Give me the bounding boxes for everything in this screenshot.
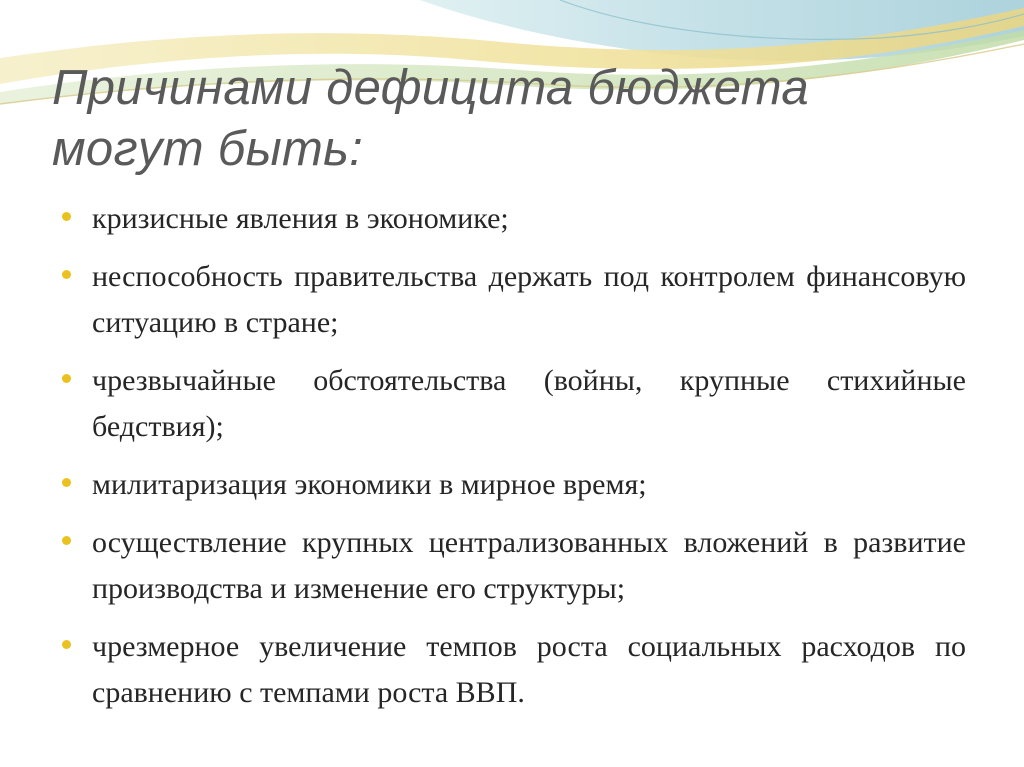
list-item-text: кризисные явления в экономике; [92, 202, 509, 235]
reasons-list [60, 196, 966, 728]
bullet-dot-icon [62, 536, 71, 545]
list-item-text: чрезмерное увеличение темпов роста социальных расходов по сравнению с темпами роста ВВП. [92, 630, 966, 709]
bullet-dot-icon [62, 374, 71, 383]
list-item-text: милитаризация экономики в мирное время; [92, 468, 647, 501]
list-item [60, 462, 966, 508]
bullet-dot-icon [62, 478, 71, 487]
list-item-text: неспособность правительства держать под контролем финансовую ситуацию в стране; [92, 260, 966, 339]
slide-title [52, 58, 982, 180]
list-item-text: чрезвычайные обстоятельства (войны, крупные стихийные бедствия); [92, 364, 966, 443]
slide-title-line-2: могут быть: [52, 122, 364, 176]
list-item [60, 520, 966, 612]
bullet-dot-icon [62, 212, 71, 221]
slide-title-line-1: Причинами дефицита бюджета [52, 61, 809, 115]
list-item-text: осуществление крупных централизованных вложений в развитие производства и изменение его структуры; [92, 526, 966, 605]
bullet-dot-icon [62, 640, 71, 649]
bullet-dot-icon [62, 270, 71, 279]
list-item [60, 254, 966, 346]
list-item [60, 624, 966, 716]
list-item [60, 196, 966, 242]
list-item [60, 358, 966, 450]
